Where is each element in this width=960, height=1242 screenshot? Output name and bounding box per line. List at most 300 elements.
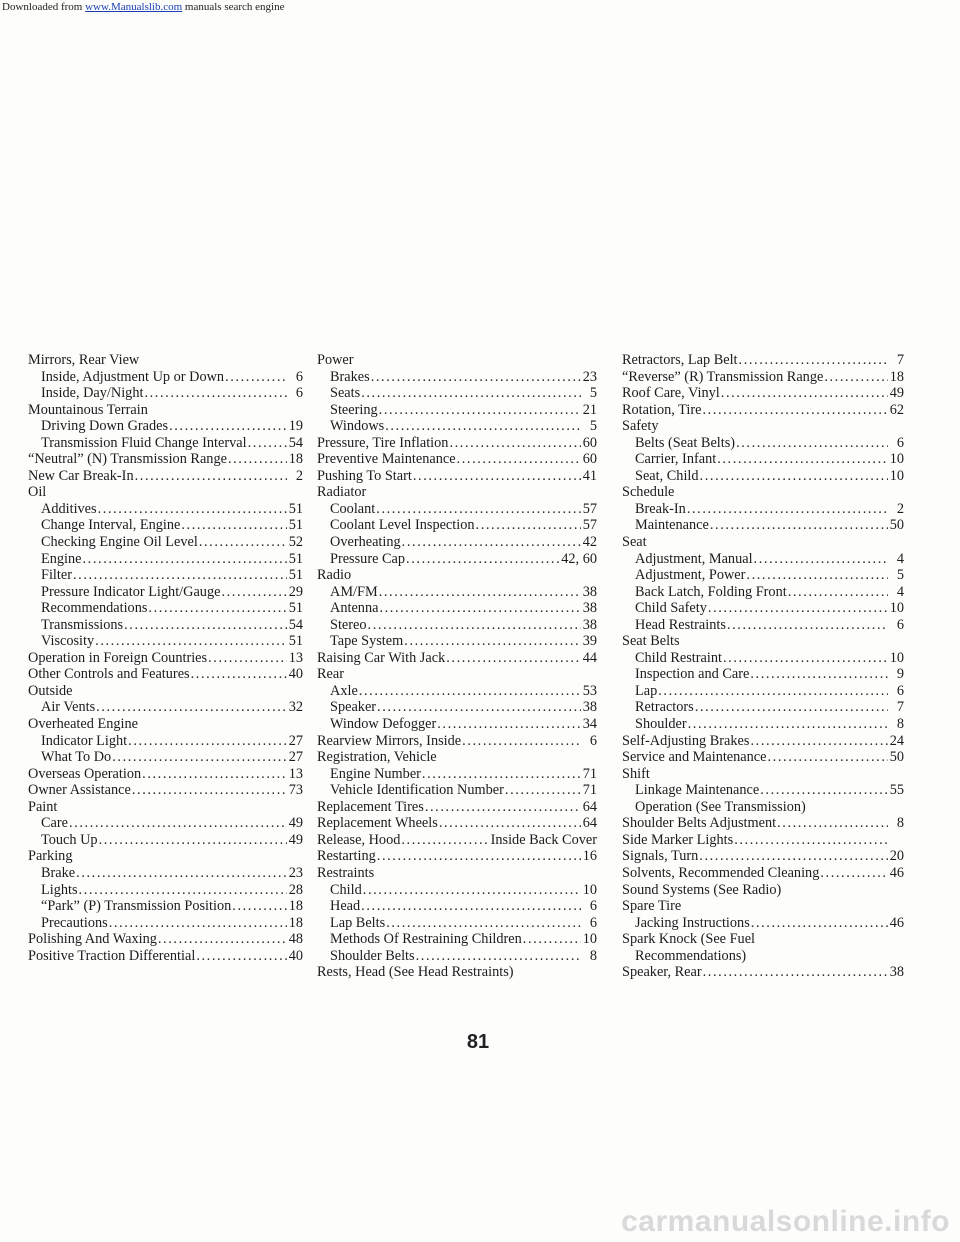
entry-page: 6 — [896, 434, 904, 451]
entry-term: Radiator — [317, 484, 367, 501]
dot-leader — [703, 964, 888, 981]
dot-leader — [658, 683, 888, 700]
entry-term: Precautions — [41, 914, 108, 931]
index-subentry — [317, 915, 597, 932]
entry-term: Stereo — [330, 616, 367, 633]
entry-term: Linkage Maintenance — [635, 782, 760, 799]
entry-page: 23 — [582, 368, 597, 385]
index-subentry — [317, 584, 597, 601]
index-entry — [622, 733, 904, 750]
entry-page: 8 — [896, 716, 904, 733]
index-entry — [317, 848, 597, 865]
entry-term: Solvents, Recommended Cleaning — [622, 864, 820, 881]
entry-term: Paint — [28, 798, 58, 815]
dot-leader — [422, 766, 581, 783]
index-subentry — [622, 517, 904, 534]
dot-leader — [99, 832, 287, 849]
entry-page: 40 — [288, 947, 303, 964]
dot-leader — [98, 501, 287, 518]
entry-page: 18 — [889, 368, 904, 385]
index-subentry — [622, 650, 904, 667]
index-entry — [28, 468, 303, 485]
dot-leader — [379, 402, 581, 419]
dot-leader — [695, 699, 888, 716]
dot-leader — [734, 832, 888, 849]
entry-page: 10 — [889, 600, 904, 617]
entry-term: Spark Knock (See Fuel — [622, 931, 756, 948]
index-subentry — [28, 517, 303, 534]
entry-page: 4 — [896, 583, 904, 600]
entry-term: Coolant Level Inspection — [330, 517, 475, 534]
entry-term: Shoulder Belts — [330, 947, 415, 964]
dot-leader — [69, 815, 287, 832]
entry-page: 48 — [288, 931, 303, 948]
index-subentry — [317, 931, 597, 948]
index-entry — [28, 451, 303, 468]
dot-leader — [191, 666, 287, 683]
entry-page: 16 — [582, 848, 597, 865]
index-entry — [28, 402, 303, 419]
entry-term: Brake — [41, 864, 76, 881]
entry-page: 49 — [889, 385, 904, 402]
index-subentry — [317, 882, 597, 899]
dot-leader — [721, 385, 888, 402]
index-subentry — [28, 733, 303, 750]
index-entry — [317, 666, 597, 683]
entry-page: 38 — [889, 964, 904, 981]
entry-page: 18 — [288, 451, 303, 468]
dot-leader — [73, 567, 287, 584]
entry-page: 57 — [582, 517, 597, 534]
index-subentry — [28, 385, 303, 402]
index-subentry — [622, 699, 904, 716]
index-entry — [622, 931, 904, 948]
entry-term: Break-In — [635, 500, 686, 517]
entry-term: Sound Systems (See Radio) — [622, 881, 782, 898]
entry-term: Service and Maintenance — [622, 749, 767, 766]
index-entry — [317, 567, 597, 584]
entry-page: 10 — [889, 649, 904, 666]
index-entry — [317, 468, 597, 485]
entry-term: Care — [41, 815, 68, 832]
index-entry — [28, 848, 303, 865]
dot-leader — [208, 650, 287, 667]
entry-page: 28 — [288, 881, 303, 898]
index-column-2 — [317, 352, 597, 981]
entry-page: 8 — [896, 815, 904, 832]
index-entry — [28, 931, 303, 948]
dot-leader — [228, 451, 287, 468]
entry-page: 34 — [582, 716, 597, 733]
index-entry — [622, 815, 904, 832]
index-entry — [28, 650, 303, 667]
entry-term: Replacement Tires — [317, 798, 424, 815]
index-subentry — [622, 915, 904, 932]
entry-term: Coolant — [330, 500, 376, 517]
index-subentry — [317, 633, 597, 650]
entry-page: 57 — [582, 500, 597, 517]
entry-page: 6 — [896, 682, 904, 699]
entry-term: Lights — [41, 881, 78, 898]
index-subentry — [317, 385, 597, 402]
entry-page: 50 — [889, 749, 904, 766]
index-subentry — [28, 749, 303, 766]
dot-leader — [124, 617, 287, 634]
entry-term: Methods Of Restraining Children — [330, 931, 522, 948]
index-entry — [317, 733, 597, 750]
entry-page: 24 — [889, 732, 904, 749]
entry-page: 38 — [582, 600, 597, 617]
entry-term: New Car Break-In — [28, 467, 134, 484]
entry-term: Retractors, Lap Belt — [622, 352, 738, 368]
entry-term: Seat, Child — [635, 467, 699, 484]
entry-page: 53 — [582, 682, 597, 699]
entry-term: Radio — [317, 567, 352, 584]
entry-page: 42, 60 — [561, 550, 597, 567]
dot-leader — [413, 468, 581, 485]
dot-leader — [700, 468, 888, 485]
entry-term: Operation (See Transmission) — [635, 798, 806, 815]
index-entry — [622, 749, 904, 766]
entry-page: 51 — [288, 517, 303, 534]
dot-leader — [83, 551, 287, 568]
index-subentry — [622, 948, 904, 965]
entry-term: Window Defogger — [330, 716, 437, 733]
dot-leader — [437, 716, 580, 733]
entry-page: 38 — [582, 699, 597, 716]
entry-page: 6 — [589, 732, 597, 749]
entry-page: 5 — [589, 385, 597, 402]
entry-term: Belts (Seat Belts) — [635, 434, 736, 451]
index-subentry — [622, 782, 904, 799]
dot-leader — [754, 551, 888, 568]
banner-prefix: Downloaded from — [2, 1, 86, 13]
entry-page: 2 — [295, 467, 303, 484]
dot-leader — [221, 584, 286, 601]
index-entry — [622, 369, 904, 386]
dot-leader — [368, 617, 581, 634]
entry-term: Brakes — [330, 368, 370, 385]
dot-leader — [717, 451, 888, 468]
dot-leader — [505, 782, 581, 799]
index-subentry — [28, 551, 303, 568]
index-subentry — [622, 683, 904, 700]
entry-term: Restraints — [317, 864, 375, 881]
dot-leader — [379, 584, 581, 601]
entry-page: 38 — [582, 616, 597, 633]
index-subentry — [317, 600, 597, 617]
entry-term: What To Do — [41, 749, 112, 766]
index-subentry — [317, 782, 597, 799]
entry-term: Raising Car With Jack — [317, 649, 446, 666]
dot-leader — [386, 915, 581, 932]
dot-leader — [112, 749, 286, 766]
entry-page: 6 — [295, 385, 303, 402]
entry-term: Lap — [635, 682, 658, 699]
dot-leader — [446, 650, 580, 667]
entry-page: 60 — [582, 451, 597, 468]
entry-term: Pressure Cap — [330, 550, 406, 567]
entry-page: 4 — [896, 550, 904, 567]
index-entry — [317, 799, 597, 816]
dot-leader — [376, 501, 580, 518]
entry-term: Inspection and Care — [635, 666, 750, 683]
entry-term: Antenna — [330, 600, 379, 617]
entry-term: “Neutral” (N) Transmission Range — [28, 451, 227, 468]
dot-leader — [416, 948, 581, 965]
dot-leader — [199, 534, 287, 551]
index-subentry — [28, 600, 303, 617]
entry-term: Spare Tire — [622, 898, 682, 915]
dot-leader — [181, 517, 286, 534]
index-subentry — [28, 865, 303, 882]
entry-term: Pushing To Start — [317, 467, 412, 484]
entry-page: 39 — [582, 633, 597, 650]
entry-term: Lap Belts — [330, 914, 386, 931]
entry-term: Safety — [622, 418, 659, 435]
entry-term: Mirrors, Rear View — [28, 352, 140, 368]
dot-leader — [462, 733, 581, 750]
entry-page: 7 — [896, 699, 904, 716]
entry-page: 42 — [582, 534, 597, 551]
entry-page: 13 — [288, 649, 303, 666]
dot-leader — [688, 716, 888, 733]
entry-term: Additives — [41, 500, 97, 517]
entry-page: 46 — [889, 864, 904, 881]
entry-page: 50 — [889, 517, 904, 534]
index-entry — [622, 898, 904, 915]
entry-term: Adjustment, Manual — [635, 550, 753, 567]
index-entry — [317, 650, 597, 667]
entry-page: 18 — [288, 914, 303, 931]
entry-term: Mountainous Terrain — [28, 401, 148, 418]
dot-leader — [401, 832, 488, 849]
entry-page: 64 — [582, 798, 597, 815]
dot-leader — [361, 385, 581, 402]
entry-term: AM/FM — [330, 583, 378, 600]
entry-term: Viscosity — [41, 633, 95, 650]
index-subentry — [28, 435, 303, 452]
dot-leader — [142, 766, 287, 783]
entry-term: Windows — [330, 418, 385, 435]
entry-term: Positive Traction Differential — [28, 947, 196, 964]
index-subentry — [317, 766, 597, 783]
entry-term: Driving Down Grades — [41, 418, 169, 435]
index-subentry — [622, 584, 904, 601]
dot-leader — [148, 600, 286, 617]
index-entry — [28, 782, 303, 799]
index-entry — [622, 964, 904, 981]
entry-term: “Park” (P) Transmission Position — [41, 898, 232, 915]
entry-page: 10 — [889, 451, 904, 468]
index-entry — [28, 352, 303, 369]
entry-term: Rear — [317, 666, 344, 683]
index-subentry — [317, 948, 597, 965]
index-entry — [28, 948, 303, 965]
entry-page: 54 — [288, 616, 303, 633]
entry-term: Air Vents — [41, 699, 96, 716]
dot-leader — [406, 551, 559, 568]
index-entry — [317, 435, 597, 452]
index-subentry — [317, 716, 597, 733]
index-subentry — [317, 898, 597, 915]
dot-leader — [109, 915, 287, 932]
index-subentry — [28, 418, 303, 435]
entry-page: 60 — [582, 434, 597, 451]
index-subentry — [28, 534, 303, 551]
dot-leader — [225, 369, 287, 386]
entry-page: 49 — [288, 815, 303, 832]
entry-page: 18 — [288, 898, 303, 915]
index-subentry — [622, 617, 904, 634]
dot-leader — [523, 931, 581, 948]
index-subentry — [28, 832, 303, 849]
entry-term: Axle — [330, 682, 358, 699]
dot-leader — [377, 848, 581, 865]
index-entry — [28, 666, 303, 683]
dot-leader — [359, 683, 581, 700]
dot-leader — [449, 435, 580, 452]
entry-page: 9 — [896, 666, 904, 683]
index-subentry — [28, 915, 303, 932]
entry-page: 51 — [288, 550, 303, 567]
entry-page: 6 — [589, 898, 597, 915]
dot-leader — [248, 435, 287, 452]
index-entry — [317, 451, 597, 468]
index-entry — [317, 484, 597, 501]
dot-leader — [708, 600, 888, 617]
entry-page: 27 — [288, 732, 303, 749]
dot-leader — [132, 782, 287, 799]
entry-term: Side Marker Lights — [622, 831, 734, 848]
index-subentry — [622, 468, 904, 485]
entry-term: Polishing And Waxing — [28, 931, 157, 948]
dot-leader — [232, 898, 286, 915]
entry-term: Parking — [28, 848, 73, 865]
entry-term: Transmissions — [41, 616, 124, 633]
dot-leader — [750, 733, 887, 750]
entry-term: Rests, Head (See Head Restraints) — [317, 964, 514, 981]
index-entry — [622, 882, 904, 899]
index-entry — [28, 799, 303, 816]
entry-term: Engine — [41, 550, 82, 567]
entry-term: Pressure, Tire Inflation — [317, 434, 449, 451]
entry-page: 27 — [288, 749, 303, 766]
entry-term: Vehicle Identification Number — [330, 782, 504, 799]
index-subentry — [622, 501, 904, 518]
entry-term: Rotation, Tire — [622, 401, 702, 418]
index-entry — [622, 484, 904, 501]
index-subentry — [28, 617, 303, 634]
entry-term: Speaker, Rear — [622, 964, 702, 981]
entry-term: Seat — [622, 534, 647, 551]
entry-page: 10 — [582, 881, 597, 898]
manualslib-link[interactable]: www.Manualslib.com — [85, 1, 183, 13]
entry-term: Checking Engine Oil Level — [41, 534, 198, 551]
dot-leader — [196, 948, 286, 965]
dot-leader — [158, 931, 287, 948]
entry-page: 51 — [288, 600, 303, 617]
index-column-1 — [28, 352, 303, 964]
entry-term: Preventive Maintenance — [317, 451, 456, 468]
entry-term: Overheating — [330, 534, 401, 551]
dot-leader — [402, 534, 581, 551]
entry-page: 52 — [288, 534, 303, 551]
index-subentry — [622, 666, 904, 683]
index-entry — [317, 964, 597, 981]
entry-term: Other Controls and Features — [28, 666, 190, 683]
index-subentry — [622, 799, 904, 816]
entry-page: 40 — [288, 666, 303, 683]
entry-page: 38 — [582, 583, 597, 600]
entry-page: 64 — [582, 815, 597, 832]
entry-page: 10 — [889, 467, 904, 484]
entry-term: Signals, Turn — [622, 848, 699, 865]
entry-term: Power — [317, 352, 354, 368]
dot-leader — [128, 733, 287, 750]
dot-leader — [439, 815, 581, 832]
index-entry — [622, 418, 904, 435]
entry-term: Filter — [41, 567, 72, 584]
index-entry — [622, 832, 904, 849]
dot-leader — [79, 882, 287, 899]
index-subentry — [622, 551, 904, 568]
entry-term: Back Latch, Folding Front — [635, 583, 787, 600]
index-subentry — [28, 882, 303, 899]
entry-term: Adjustment, Power — [635, 567, 746, 584]
entry-term: Overheated Engine — [28, 716, 138, 733]
entry-term: Operation in Foreign Countries — [28, 649, 208, 666]
index-subentry — [317, 402, 597, 419]
index-subentry — [28, 815, 303, 832]
index-entry — [622, 766, 904, 783]
entry-term: Roof Care, Vinyl — [622, 385, 720, 402]
entry-page: 8 — [589, 947, 597, 964]
index-subentry — [317, 551, 597, 568]
entry-page: 13 — [288, 765, 303, 782]
index-subentry — [317, 501, 597, 518]
dot-leader — [95, 633, 287, 650]
entry-term: Carrier, Infant — [635, 451, 717, 468]
entry-term: Child Safety — [635, 600, 707, 617]
dot-leader — [76, 865, 287, 882]
index-entry — [317, 815, 597, 832]
dot-leader — [746, 567, 888, 584]
entry-term: Restarting — [317, 848, 376, 865]
index-entry — [317, 352, 597, 369]
entry-page: 2 — [896, 500, 904, 517]
entry-term: Seat Belts — [622, 633, 680, 650]
index-entry — [28, 484, 303, 501]
entry-term: Replacement Wheels — [317, 815, 438, 832]
entry-term: Recommendations — [41, 600, 148, 617]
index-subentry — [317, 369, 597, 386]
entry-page: 32 — [288, 699, 303, 716]
dot-leader — [699, 848, 887, 865]
index-entry — [622, 352, 904, 369]
index-subentry — [622, 435, 904, 452]
entry-term: Registration, Vehicle — [317, 749, 437, 766]
dot-leader — [476, 517, 581, 534]
dot-leader — [788, 584, 888, 601]
entry-term: Child — [330, 881, 362, 898]
entry-term: Jacking Instructions — [635, 914, 750, 931]
entry-term: Maintenance — [635, 517, 709, 534]
dot-leader — [727, 617, 888, 634]
entry-term: Touch Up — [41, 831, 98, 848]
dot-leader — [457, 451, 581, 468]
entry-term: Head — [330, 898, 361, 915]
